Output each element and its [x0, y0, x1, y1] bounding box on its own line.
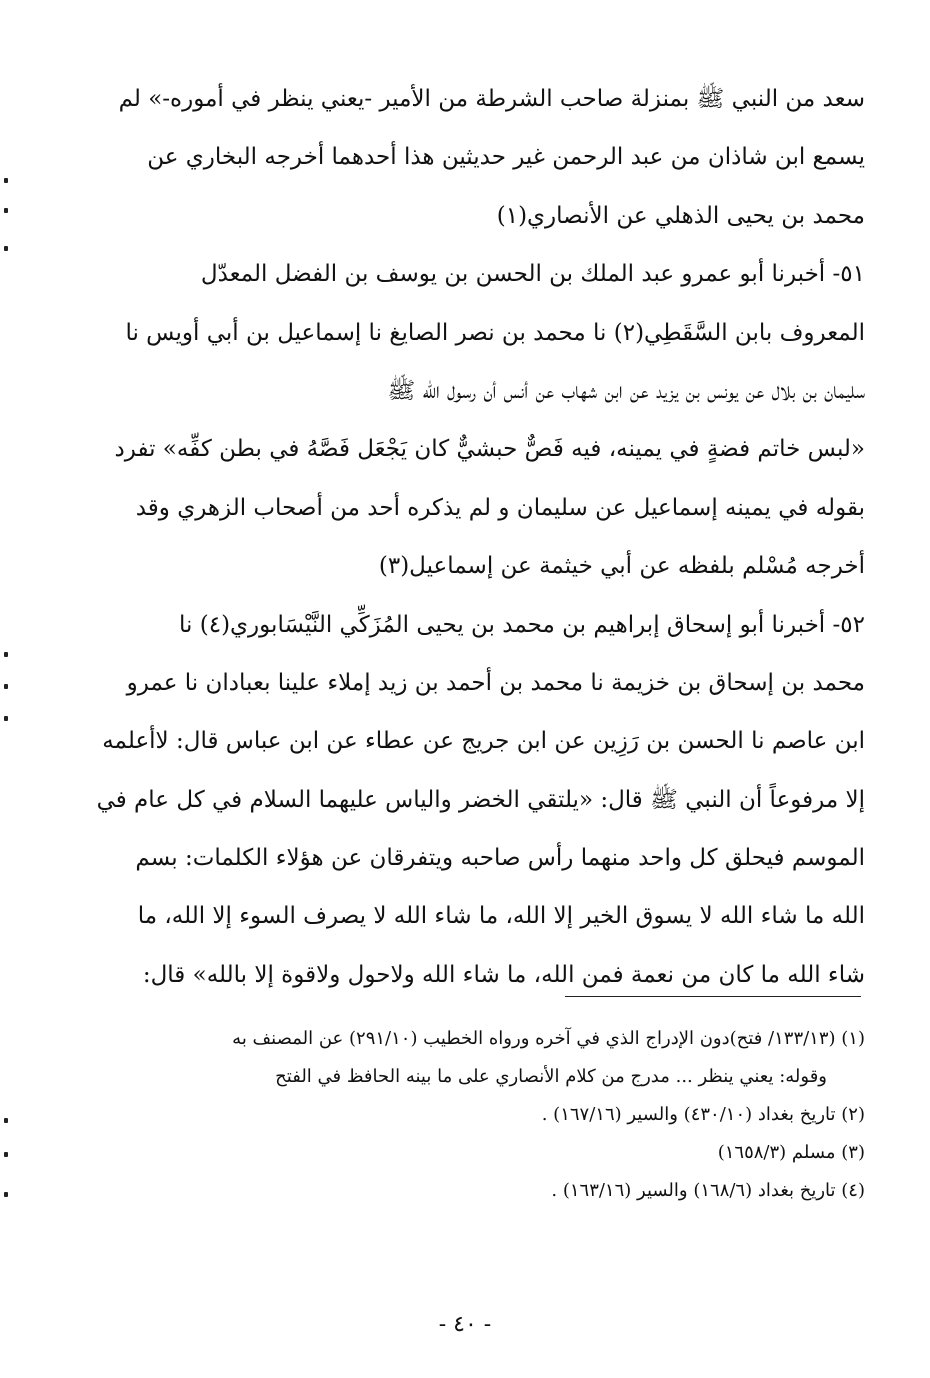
footnote-line: وقوله: يعني ينظر ... مدرج من كلام الأنصاري على ما بينه الحافظ في الفتح [275, 1066, 827, 1087]
scan-speck [4, 246, 8, 251]
footnote-line: (٢) تاريخ بغداد (٤٣٠/١٠) والسير (١٦٧/١٦) . [541, 1104, 865, 1125]
text-line: محمد بن إسحاق بن خزيمة نا محمد بن أحمد بن زيد إملاء علينا بعبادان نا عمرو [126, 669, 865, 696]
text-line: المعروف بابن السَّقَطِي(٢) نا محمد بن نصر الصايغ نا إسماعيل بن أبي أويس نا [125, 319, 865, 346]
scan-speck [4, 178, 8, 183]
text-line: ابن عاصم نا الحسن بن رَزِين عن ابن جريج عن عطاء عن ابن عباس قال: لاأعلمه [102, 728, 865, 755]
footnotes [68, 1020, 865, 1210]
footnote-line: (٤) تاريخ بغداد (١٦٨/٦) والسير (١٦٣/١٦) . [551, 1180, 865, 1201]
text-line: أخرجه مُسْلم بلفظه عن أبي خيثمة عن إسماعيل(٣) [378, 553, 865, 580]
scan-speck [4, 1192, 8, 1197]
text-line: يسمع ابن شاذان من عبد الرحمن غير حديثين هذا أحدهما أخرجه البخاري عن [147, 144, 865, 171]
scan-speck [4, 716, 8, 721]
page-number: - ٤٠ - [438, 1312, 492, 1337]
text-line: شاء الله ما كان من نعمة فمن الله، ما شاء الله ولاحول ولاقوة إلا بالله» قال: [142, 961, 865, 988]
text-line: سعد من النبي ﷺ بمنزلة صاحب الشرطة من الأمير -يعني ينظر في أموره-» لم [118, 86, 865, 112]
text-line: سليمان بن بلال عن يونس بن يزيد عن ابن شهاب عن أنس أن رسول الله ﷺ [387, 377, 865, 404]
scan-speck [4, 684, 8, 689]
scan-speck [4, 652, 8, 657]
footnote-divider [565, 996, 861, 997]
footnote-line: (١) (١٣٣/١٣/ فتح)دون الإدراج الذي في آخره ورواه الخطيب (٢٩١/١٠) عن المصنف به [232, 1028, 865, 1049]
text-line: ٥٢- أخبرنا أبو إسحاق إبراهيم بن محمد بن يحيى المُزَكِّي النَّيْسَابوري(٤) نا [179, 611, 865, 638]
text-line: محمد بن يحيى الذهلي عن الأنصاري(١) [496, 202, 865, 229]
text-line: الموسم فيحلق كل واحد منهما رأس صاحبه ويتفرقان عن هؤلاء الكلمات: بسم [135, 845, 865, 872]
text-line: «لبس خاتم فضةٍ في يمينه، فيه فَصٌّ حبشيٌّ كان يَجْعَل فَصَّهُ في بطن كفِّه» تفرد [114, 436, 865, 463]
scan-speck [4, 1152, 8, 1157]
text-line: ٥١- أخبرنا أبو عمرو عبد الملك بن الحسن بن يوسف بن الفضل المعدّل [200, 261, 865, 288]
text-line: إلا مرفوعاً أن النبي ﷺ قال: «يلتقي الخضر والياس عليهما السلام في كل عام في [96, 786, 865, 813]
footnote-line: (٣) مسلم (١٦٥٨/٣) [717, 1142, 865, 1163]
main-text [68, 70, 865, 1004]
text-line: الله ما شاء الله لا يسوق الخير إلا الله، ما شاء الله لا يصرف السوء إلا الله، ما [137, 903, 865, 930]
scan-speck [4, 1118, 8, 1123]
text-line: بقوله في يمينه إسماعيل عن سليمان و لم يذكره أحد من أصحاب الزهري وقد [135, 494, 865, 521]
scan-speck [4, 208, 8, 213]
